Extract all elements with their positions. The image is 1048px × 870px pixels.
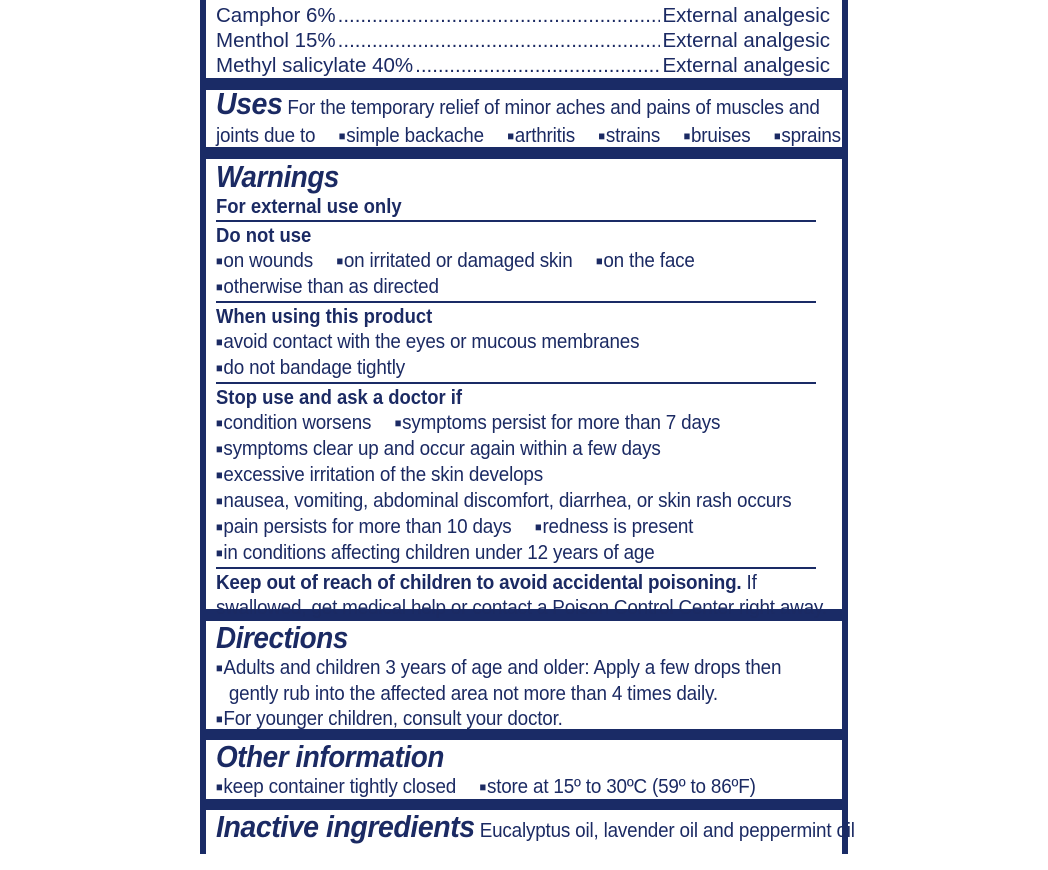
divider xyxy=(216,382,816,384)
warning-item: ■ do not bandage tightly xyxy=(216,355,781,381)
do-not-use-line xyxy=(216,248,781,274)
warning-item: ■ in conditions affecting children under 12 years of age xyxy=(216,540,781,566)
directions-item: ■ Adults and children 3 years of age and older: Apply a few drops then xyxy=(216,655,781,681)
ingredient-purpose: External analgesic xyxy=(662,29,830,52)
stop-use-title: Stop use and ask a doctor if xyxy=(216,386,463,409)
other-information-line xyxy=(216,774,781,800)
uses-item: ■ strains xyxy=(598,124,660,147)
active-ingredients-section xyxy=(206,0,842,78)
other-information-heading: Other information xyxy=(216,739,444,774)
warning-item: ■ pain persists for more than 10 days xyxy=(216,515,512,538)
warning-item: ■ symptoms persist for more than 7 days xyxy=(395,411,721,434)
uses-line-1 xyxy=(216,86,820,123)
ingredient-row xyxy=(216,3,830,28)
do-not-use-title: Do not use xyxy=(216,224,312,247)
divider xyxy=(216,301,816,303)
ingredient-row xyxy=(216,28,830,53)
stop-use-line xyxy=(216,410,781,436)
warning-item: ■ excessive irritation of the skin develops xyxy=(216,462,781,488)
keep-out-line-2: swallowed, get medical help or contact a Poison Control Center right away. xyxy=(216,596,827,619)
divider xyxy=(216,567,816,569)
ingredient-name: Methyl salicylate 40% xyxy=(216,54,414,77)
drug-facts-label xyxy=(200,0,855,854)
directions-item-continued: gently rub into the affected area not more than 4 times daily. xyxy=(228,682,718,705)
uses-item: ■ arthritis xyxy=(507,124,575,147)
warning-item: ■ avoid contact with the eyes or mucous membranes xyxy=(216,329,781,355)
ingredient-purpose: External analgesic xyxy=(662,4,830,27)
uses-prefix: joints due to xyxy=(216,124,316,147)
dot-leader xyxy=(338,3,661,28)
info-item: ■ keep container tightly closed xyxy=(216,775,456,798)
uses-text: For the temporary relief of minor aches and pains of muscles and xyxy=(287,96,820,119)
warning-item: ■ redness is present xyxy=(535,515,693,538)
dot-leader xyxy=(338,28,661,53)
keep-out-text: If xyxy=(746,571,757,594)
uses-item: ■ sprains xyxy=(774,124,841,147)
inactive-ingredients-line xyxy=(216,809,855,848)
uses-section xyxy=(206,86,842,147)
warning-item: ■ condition worsens xyxy=(216,411,371,434)
keep-out-bold: Keep out of reach of children to avoid accidental poisoning. xyxy=(216,571,742,594)
warning-item: ■ symptoms clear up and occur again within a few days xyxy=(216,436,781,462)
inactive-ingredients-section xyxy=(206,809,855,870)
ingredient-purpose: External analgesic xyxy=(662,54,830,77)
warning-item: ■ otherwise than as directed xyxy=(216,274,781,300)
divider xyxy=(216,220,816,222)
uses-heading: Uses xyxy=(216,86,283,121)
warning-item: ■ on irritated or damaged skin xyxy=(336,249,572,272)
warnings-section xyxy=(206,159,842,619)
directions-item: ■ For younger children, consult your doctor. xyxy=(216,706,781,732)
ingredient-row xyxy=(216,53,830,78)
other-information-section xyxy=(206,740,842,799)
ingredient-name: Camphor 6% xyxy=(216,4,336,27)
warning-item: ■ on the face xyxy=(596,249,695,272)
when-using-title: When using this product xyxy=(216,305,433,328)
uses-line-2 xyxy=(216,123,841,149)
keep-out-line-1 xyxy=(216,570,781,595)
uses-item: ■ simple backache xyxy=(339,124,484,147)
inactive-ingredients-text: Eucalyptus oil, lavender oil and peppermint oil xyxy=(479,819,855,842)
warnings-heading: Warnings xyxy=(216,159,340,194)
ingredient-name: Menthol 15% xyxy=(216,29,336,52)
info-item: ■ store at 15º to 30ºC (59º to 86ºF) xyxy=(480,775,756,798)
warning-item: ■ nausea, vomiting, abdominal discomfort, diarrhea, or skin rash occurs xyxy=(216,488,781,514)
external-use-note: For external use only xyxy=(216,195,402,218)
dot-leader xyxy=(415,53,660,78)
uses-item: ■ bruises xyxy=(684,124,751,147)
inactive-ingredients-heading: Inactive ingredients xyxy=(216,809,475,844)
directions-section xyxy=(206,621,842,729)
stop-use-line xyxy=(216,514,781,540)
warning-item: ■ on wounds xyxy=(216,249,313,272)
directions-heading: Directions xyxy=(216,620,348,655)
